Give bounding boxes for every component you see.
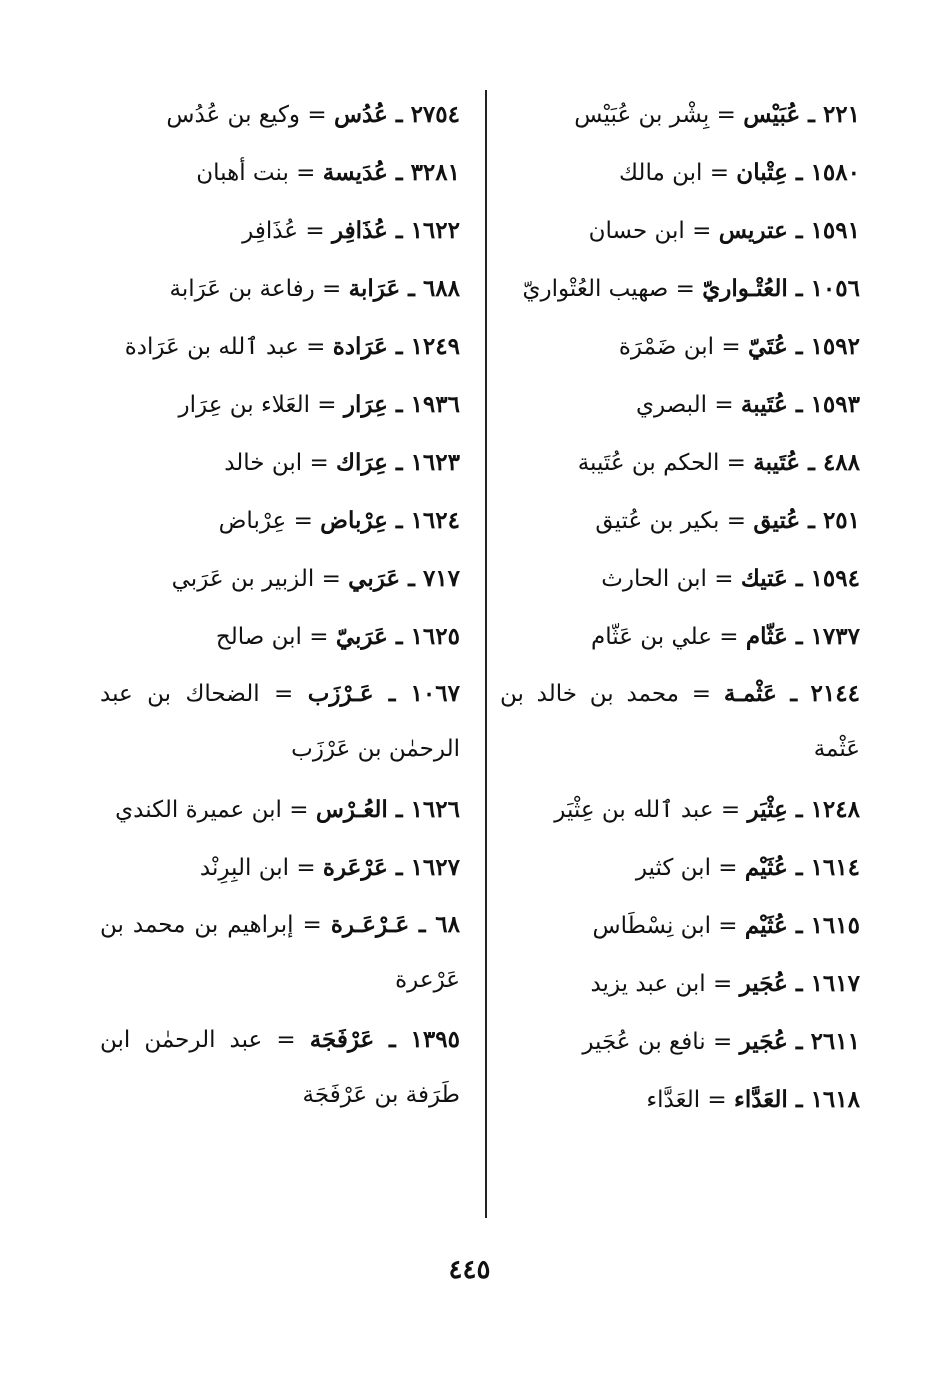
entry-equals: =	[262, 1027, 310, 1053]
entry-headword: عَثّام	[745, 623, 788, 650]
index-entry	[500, 86, 860, 144]
entry-number: ١٢٤٨	[810, 796, 860, 823]
entry-headword: عُجَير	[739, 1028, 788, 1055]
entry-headword: عَـرْزَب	[307, 680, 374, 707]
entry-number: ١٦٢٧	[410, 854, 460, 881]
entry-dash: ـ	[387, 391, 411, 418]
entry-number: ١٣٩٥	[410, 1026, 460, 1053]
entry-reference: ابن الحارث	[601, 566, 707, 592]
entry-reference: ابن البِرِنْد	[199, 855, 290, 881]
entry-reference: ابن عميرة الكندي	[115, 797, 282, 823]
entry-reference: بكير بن عُتيق	[595, 508, 720, 534]
entry-number: ١٦٢٢	[410, 217, 460, 244]
entry-number: ١٦١٥	[810, 912, 860, 939]
index-entry	[100, 376, 460, 434]
entry-reference: إبراهيم بن محمد بن عَرْعرة	[100, 912, 460, 993]
entry-equals: =	[281, 797, 316, 823]
entry-reference: الحكم بن عُتَيبة	[577, 450, 720, 476]
entry-equals: =	[707, 392, 741, 418]
index-entry	[100, 260, 460, 318]
index-entry	[500, 260, 860, 318]
entry-reference: محمد بن خالد بن عَثْمة	[500, 681, 860, 762]
entry-headword: عِثْيَر	[747, 796, 788, 823]
entry-equals: =	[298, 334, 333, 360]
entry-reference: عبد ٱلله بن عَرَادة	[124, 334, 299, 360]
entry-equals: =	[700, 1087, 735, 1113]
entry-dash: ـ	[373, 680, 411, 707]
entry-headword: عَثْمـة	[723, 680, 777, 707]
entry-equals: =	[259, 681, 308, 707]
entry-equals: =	[713, 797, 748, 823]
entry-equals: =	[293, 912, 331, 938]
entry-equals: =	[702, 160, 737, 186]
entry-reference: ابن ضَمْرَة	[618, 334, 715, 360]
entry-dash: ـ	[387, 333, 411, 360]
entry-headword: عُجَير	[739, 970, 788, 997]
entry-dash: ـ	[787, 854, 811, 881]
entry-equals: =	[286, 508, 321, 534]
entry-equals: =	[668, 276, 703, 302]
entry-reference: ابن خالد	[224, 450, 303, 476]
entry-reference: ابن مالك	[619, 160, 703, 186]
entry-number: ١٦٢٣	[410, 449, 460, 476]
index-entry	[500, 955, 860, 1013]
entry-dash: ـ	[387, 101, 411, 128]
entry-equals: =	[309, 392, 344, 418]
entry-headword: عُثَيْم	[744, 912, 788, 939]
entry-reference: عُذَافِر	[242, 218, 299, 244]
entry-headword: عُثَيْم	[744, 854, 788, 881]
entry-reference: الضحاك بن عبد الرحمٰن بن عَرْزَب	[100, 681, 460, 762]
entry-number: ٢١٤٤	[810, 680, 860, 707]
index-entry	[500, 839, 860, 897]
entry-equals: =	[302, 450, 337, 476]
entry-number: ١٦١٤	[810, 854, 860, 881]
left-column	[100, 86, 460, 1127]
entry-headword: عَرْفَجَة	[309, 1026, 375, 1053]
entry-dash: ـ	[787, 623, 811, 650]
entry-equals: =	[705, 971, 740, 997]
entry-headword: عُذَافِر	[331, 217, 388, 244]
entry-headword: عِرَار	[343, 391, 388, 418]
entry-number: ٧١٧	[422, 565, 460, 592]
entry-dash: ـ	[387, 449, 411, 476]
entry-equals: =	[301, 624, 336, 650]
index-entry	[100, 608, 460, 666]
entry-dash: ـ	[374, 1026, 411, 1053]
entry-number: ١٥٩٣	[810, 391, 860, 418]
entry-headword: عَرَبيّ	[335, 623, 388, 650]
entry-dash: ـ	[400, 565, 423, 592]
entry-headword: عِرْباض	[320, 507, 388, 534]
entry-headword: عَرْعَرة	[322, 854, 388, 881]
entry-number: ٢٢١	[822, 101, 860, 128]
entry-number: ١٥٩٤	[810, 565, 860, 592]
entry-dash: ـ	[787, 970, 811, 997]
index-entry	[500, 666, 860, 777]
index-entry	[100, 318, 460, 376]
entry-dash: ـ	[800, 507, 823, 534]
entry-equals: =	[298, 218, 332, 244]
entry-dash: ـ	[387, 159, 411, 186]
column-divider	[485, 90, 487, 1218]
entry-equals: =	[719, 450, 754, 476]
entry-number: ١٥٩٢	[810, 333, 860, 360]
entry-dash: ـ	[776, 680, 811, 707]
index-entry	[100, 550, 460, 608]
entry-dash: ـ	[787, 1086, 811, 1113]
entry-headword: عِتْبان	[736, 159, 788, 186]
entry-reference: البصري	[636, 392, 708, 418]
entry-equals: =	[314, 276, 349, 302]
entry-reference: ابن عبد يزيد	[590, 971, 706, 997]
entry-reference: نافع بن عُجَير	[582, 1029, 706, 1055]
entry-dash: ـ	[387, 854, 411, 881]
entry-reference: عبد ٱلله بن عِثْيَر	[554, 797, 714, 823]
entry-dash: ـ	[787, 565, 811, 592]
entry-headword: عُبَيْس	[743, 101, 801, 128]
index-entry	[100, 897, 460, 1008]
entry-reference: العَدَّاء	[646, 1087, 701, 1113]
index-entry	[500, 897, 860, 955]
entry-dash: ـ	[387, 796, 411, 823]
entry-dash: ـ	[787, 217, 811, 244]
index-entry	[100, 144, 460, 202]
entry-equals: =	[705, 1029, 740, 1055]
index-entry	[100, 839, 460, 897]
index-entry	[100, 434, 460, 492]
entry-headword: عُتَيبة	[740, 391, 788, 418]
entry-dash: ـ	[387, 217, 411, 244]
index-entry	[500, 781, 860, 839]
entry-dash: ـ	[787, 159, 811, 186]
entry-number: ٦٨٨	[422, 275, 460, 302]
entry-headword: عَرَبي	[348, 565, 401, 592]
entry-number: ٦٨	[435, 911, 460, 938]
entry-dash: ـ	[387, 507, 411, 534]
entry-reference: علي بن عَثّام	[591, 624, 712, 650]
entry-headword: عُتَيّ	[747, 333, 788, 360]
entry-number: ١٥٩١	[810, 217, 860, 244]
entry-equals: =	[289, 855, 323, 881]
entry-headword: العُتْـواريّ	[702, 275, 788, 302]
entry-number: ١٦٢٦	[410, 796, 460, 823]
entry-headword: عِرَاك	[336, 449, 388, 476]
entry-reference: عِرْباض	[218, 508, 287, 534]
index-entry	[500, 550, 860, 608]
entry-number: ٢٦١١	[810, 1028, 860, 1055]
entry-reference: عبد الرحمٰن ابن طَرَفة بن عَرْفَجَة	[100, 1027, 460, 1108]
entry-equals: =	[300, 102, 334, 128]
entry-equals: =	[711, 624, 746, 650]
entry-dash: ـ	[787, 333, 811, 360]
entry-equals: =	[714, 334, 748, 360]
entry-reference: ابن حسان	[588, 218, 685, 244]
page-number: ٤٤٥	[448, 1255, 491, 1285]
index-entry	[500, 202, 860, 260]
entry-dash: ـ	[787, 275, 811, 302]
entry-headword: عَتيك	[740, 565, 788, 592]
entry-headword: عَـرْعَـرة	[330, 911, 410, 938]
entry-equals: =	[288, 160, 323, 186]
entry-headword: عَرَادة	[332, 333, 388, 360]
entry-reference: ابن نِسْطَاس	[592, 913, 711, 939]
entry-number: ٢٧٥٤	[410, 101, 460, 128]
entry-number: ١٦١٧	[810, 970, 860, 997]
index-entry	[500, 1013, 860, 1071]
index-entry	[100, 781, 460, 839]
index-entry	[500, 434, 860, 492]
entry-equals: =	[710, 913, 745, 939]
entry-dash: ـ	[387, 623, 411, 650]
entry-equals: =	[314, 566, 349, 592]
entry-number: ١٥٨٠	[810, 159, 860, 186]
right-column	[500, 86, 860, 1129]
entry-dash: ـ	[787, 796, 811, 823]
entry-dash: ـ	[787, 391, 811, 418]
index-entry	[500, 608, 860, 666]
entry-headword: عُدَيسة	[322, 159, 388, 186]
entry-number: ١٦٢٥	[410, 623, 460, 650]
entry-reference: بنت أهبان	[196, 160, 289, 186]
entry-equals: =	[719, 508, 754, 534]
entry-reference: بِشْر بن عُبَيْس	[574, 102, 710, 128]
entry-equals: =	[709, 102, 744, 128]
index-entry	[500, 492, 860, 550]
entry-reference: صهيب العُتْواريّ	[522, 276, 669, 302]
entry-equals: =	[706, 566, 741, 592]
entry-reference: ابن صالح	[215, 624, 302, 650]
entry-dash: ـ	[787, 1028, 811, 1055]
entry-dash: ـ	[800, 101, 823, 128]
entry-headword: عَرَابة	[348, 275, 401, 302]
entry-reference: الزبير بن عَرَبي	[171, 566, 315, 592]
entry-dash: ـ	[787, 912, 811, 939]
index-entry	[100, 86, 460, 144]
entry-equals: =	[710, 855, 745, 881]
entry-dash: ـ	[400, 275, 423, 302]
index-entry	[100, 202, 460, 260]
entry-number: ١٩٣٦	[410, 391, 460, 418]
entry-reference: رفاعة بن عَرَابة	[169, 276, 315, 302]
entry-number: ١٧٣٧	[810, 623, 860, 650]
entry-reference: ابن كثير	[635, 855, 711, 881]
entry-equals: =	[684, 218, 719, 244]
entry-headword: عُتيق	[753, 507, 801, 534]
index-entry	[500, 1071, 860, 1129]
entry-number: ٤٨٨	[822, 449, 860, 476]
index-entry	[500, 318, 860, 376]
index-entry	[500, 144, 860, 202]
index-entry	[100, 666, 460, 777]
entry-number: ١٦٢٤	[410, 507, 460, 534]
entry-number: ١٠٦٧	[410, 680, 460, 707]
entry-number: ١٦١٨	[810, 1086, 860, 1113]
entry-reference: العَلاء بن عِرَار	[178, 392, 310, 418]
index-entry	[100, 1012, 460, 1123]
entry-headword: عُدُس	[333, 101, 388, 128]
index-entry	[100, 492, 460, 550]
entry-number: ١٢٤٩	[410, 333, 460, 360]
entry-dash: ـ	[409, 911, 436, 938]
index-entry	[500, 376, 860, 434]
entry-headword: العَدَّاء	[734, 1086, 788, 1113]
entry-reference: وكيع بن عُدُس	[166, 102, 301, 128]
entry-headword: عتريس	[718, 217, 788, 244]
entry-number: ١٠٥٦	[810, 275, 860, 302]
entry-dash: ـ	[800, 449, 823, 476]
entry-number: ٢٥١	[822, 507, 860, 534]
entry-number: ٣٢٨١	[410, 159, 460, 186]
entry-equals: =	[679, 681, 724, 707]
entry-headword: عُتَيبة	[753, 449, 801, 476]
entry-headword: العُـرْس	[315, 796, 388, 823]
